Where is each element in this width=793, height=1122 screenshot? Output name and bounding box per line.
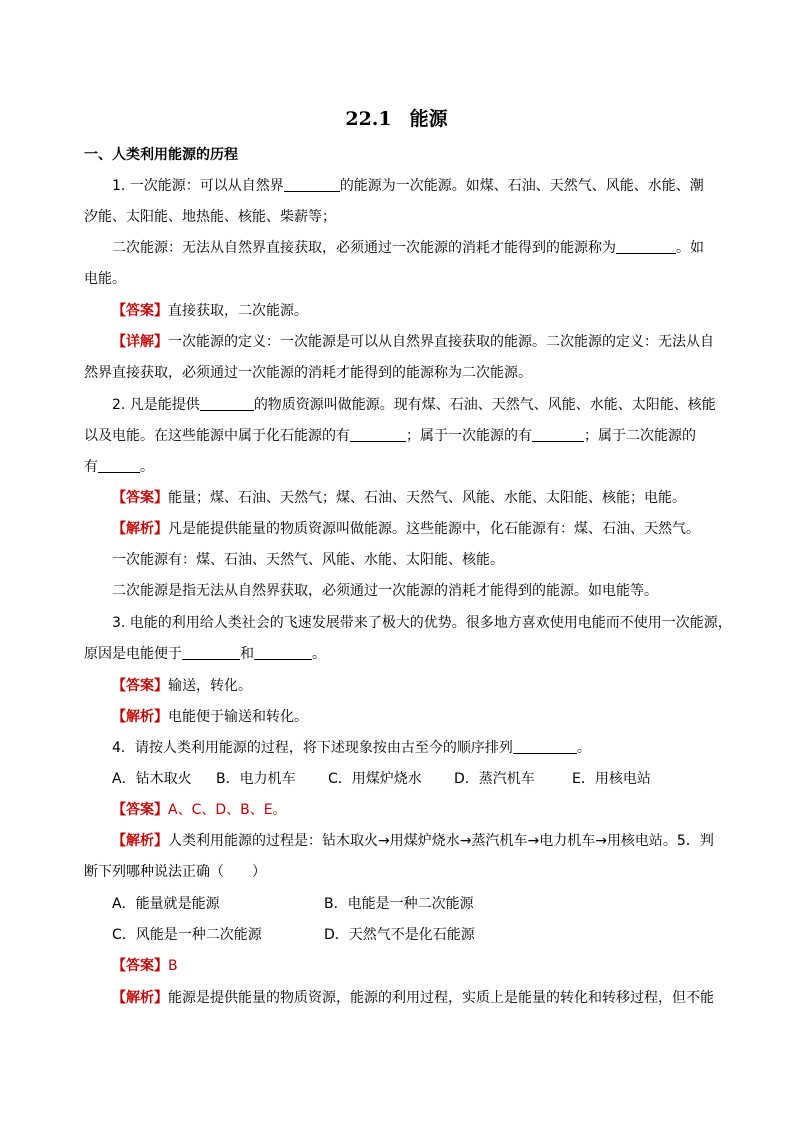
q5-answer: 【答案】B: [112, 958, 178, 974]
answer-tag: 【答案】: [112, 678, 168, 694]
q4-analysis-line1: 【解析】人类利用能源的过程是：钻木取火→用煤炉烧水→蒸汽机车→电力机车→用核电站。5．判: [112, 833, 714, 849]
analysis-tag: 【解析】: [112, 833, 168, 849]
q1-blank2: [616, 239, 676, 254]
analysis-tag: 【解析】: [112, 990, 168, 1006]
q1-detail-line2: 然界直接获取，必须通过一次能源的消耗才能得到的能源称为二次能源。: [84, 365, 532, 381]
analysis-tag: 【解析】: [112, 709, 168, 725]
page-title: [0, 104, 793, 131]
option-a: A．能量就是能源: [112, 896, 220, 912]
q1-line1: 1. 一次能源：可以从自然界 的能源为一次能源。如煤、石油、天然气、风能、水能、潮: [112, 178, 704, 194]
q5-options-row2: [112, 925, 752, 945]
q5-options-row1: [112, 894, 752, 914]
q2-analysis-line3: 二次能源是指无法从自然界获取，必须通过一次能源的消耗才能得到的能源。如电能等。: [112, 583, 658, 599]
answer-tag: 【答案】: [112, 958, 168, 974]
q1-blank1: [284, 177, 340, 192]
q2-blank3: [532, 427, 584, 442]
q1-detail-line1: 【详解】一次能源的定义：一次能源是可以从自然界直接获取的能源。二次能源的定义：无法从自: [112, 334, 714, 350]
q4-options: [112, 769, 752, 789]
option-c: C．风能是一种二次能源: [112, 927, 262, 943]
q2-blank1: [200, 396, 254, 411]
answer-tag: 【答案】: [112, 802, 168, 818]
q3-blank1: [182, 645, 240, 660]
detail-tag: 【详解】: [112, 334, 168, 350]
q1-answer: 【答案】直接获取，二次能源。: [112, 303, 308, 319]
q2-analysis-line2: 一次能源有：煤、石油、天然气、风能、水能、太阳能、核能。: [112, 552, 504, 568]
q3-analysis: 【解析】电能便于输送和转化。: [112, 709, 308, 725]
section-number: 22.1: [345, 108, 392, 130]
q2-line1: 2. 凡是能提供 的物质资源叫做能源。现有煤、石油、天然气、风能、水能、太阳能、核能: [112, 397, 716, 413]
option-e: E．用核电站: [572, 771, 651, 787]
option-c: C．用煤炉烧水: [328, 771, 422, 787]
q2-analysis-line1: 【解析】凡是能提供能量的物质资源叫做能源。这些能源中，化石能源有：煤、石油、天然气。: [112, 521, 700, 537]
q3-line1: 3. 电能的利用给人类社会的飞速发展带来了极大的优势。很多地方喜欢使用电能而不使用一次能源，: [112, 615, 732, 631]
q2-line2: 以及电能。在这些能源中属于化石能源的有 ；属于一次能源的有 ；属于二次能源的: [84, 428, 696, 444]
section-name: 能源: [409, 108, 448, 130]
option-b: B．电力机车: [216, 771, 296, 787]
q4-blank1: [513, 739, 577, 754]
q5-analysis: 【解析】能源是提供能量的物质资源，能源的利用过程，实质上是能量的转化和转移过程，但不能: [112, 990, 714, 1006]
answer-tag: 【答案】: [112, 303, 168, 319]
q3-answer: 【答案】输送，转化。: [112, 678, 252, 694]
q2-blank2: [350, 427, 406, 442]
q4-answer: 【答案】A、C、D、B、E。: [112, 802, 287, 818]
q2-blank4: [98, 458, 140, 473]
section-heading: 一、人类利用能源的历程: [84, 147, 238, 163]
q4-line1: 4．请按人类利用能源的过程，将下述现象按由古至今的顺序排列 。: [112, 740, 591, 756]
option-b: B．电能是一种二次能源: [324, 896, 474, 912]
q2-answer: 【答案】能量；煤、石油、天然气；煤、石油、天然气、风能、水能、太阳能、核能；电能。: [112, 490, 686, 506]
q1-line3: 二次能源：无法从自然界直接获取，必须通过一次能源的消耗才能得到的能源称为 。如: [112, 240, 704, 256]
q3-line2: 原因是电能便于 和 。: [84, 646, 326, 662]
q1-line2: 汐能、太阳能、地热能、核能、柴薪等；: [84, 209, 336, 225]
option-d: D．天然气不是化石能源: [324, 927, 475, 943]
analysis-tag: 【解析】: [112, 521, 168, 537]
q2-line3: 有 。: [84, 459, 154, 475]
q3-blank2: [254, 645, 312, 660]
q4-analysis-line2: 断下列哪种说法正确（ ）: [84, 864, 266, 880]
option-a: A．钻木取火: [112, 771, 192, 787]
answer-tag: 【答案】: [112, 490, 168, 506]
option-d: D．蒸汽机车: [454, 771, 535, 787]
q1-line4: 电能。: [84, 271, 126, 287]
